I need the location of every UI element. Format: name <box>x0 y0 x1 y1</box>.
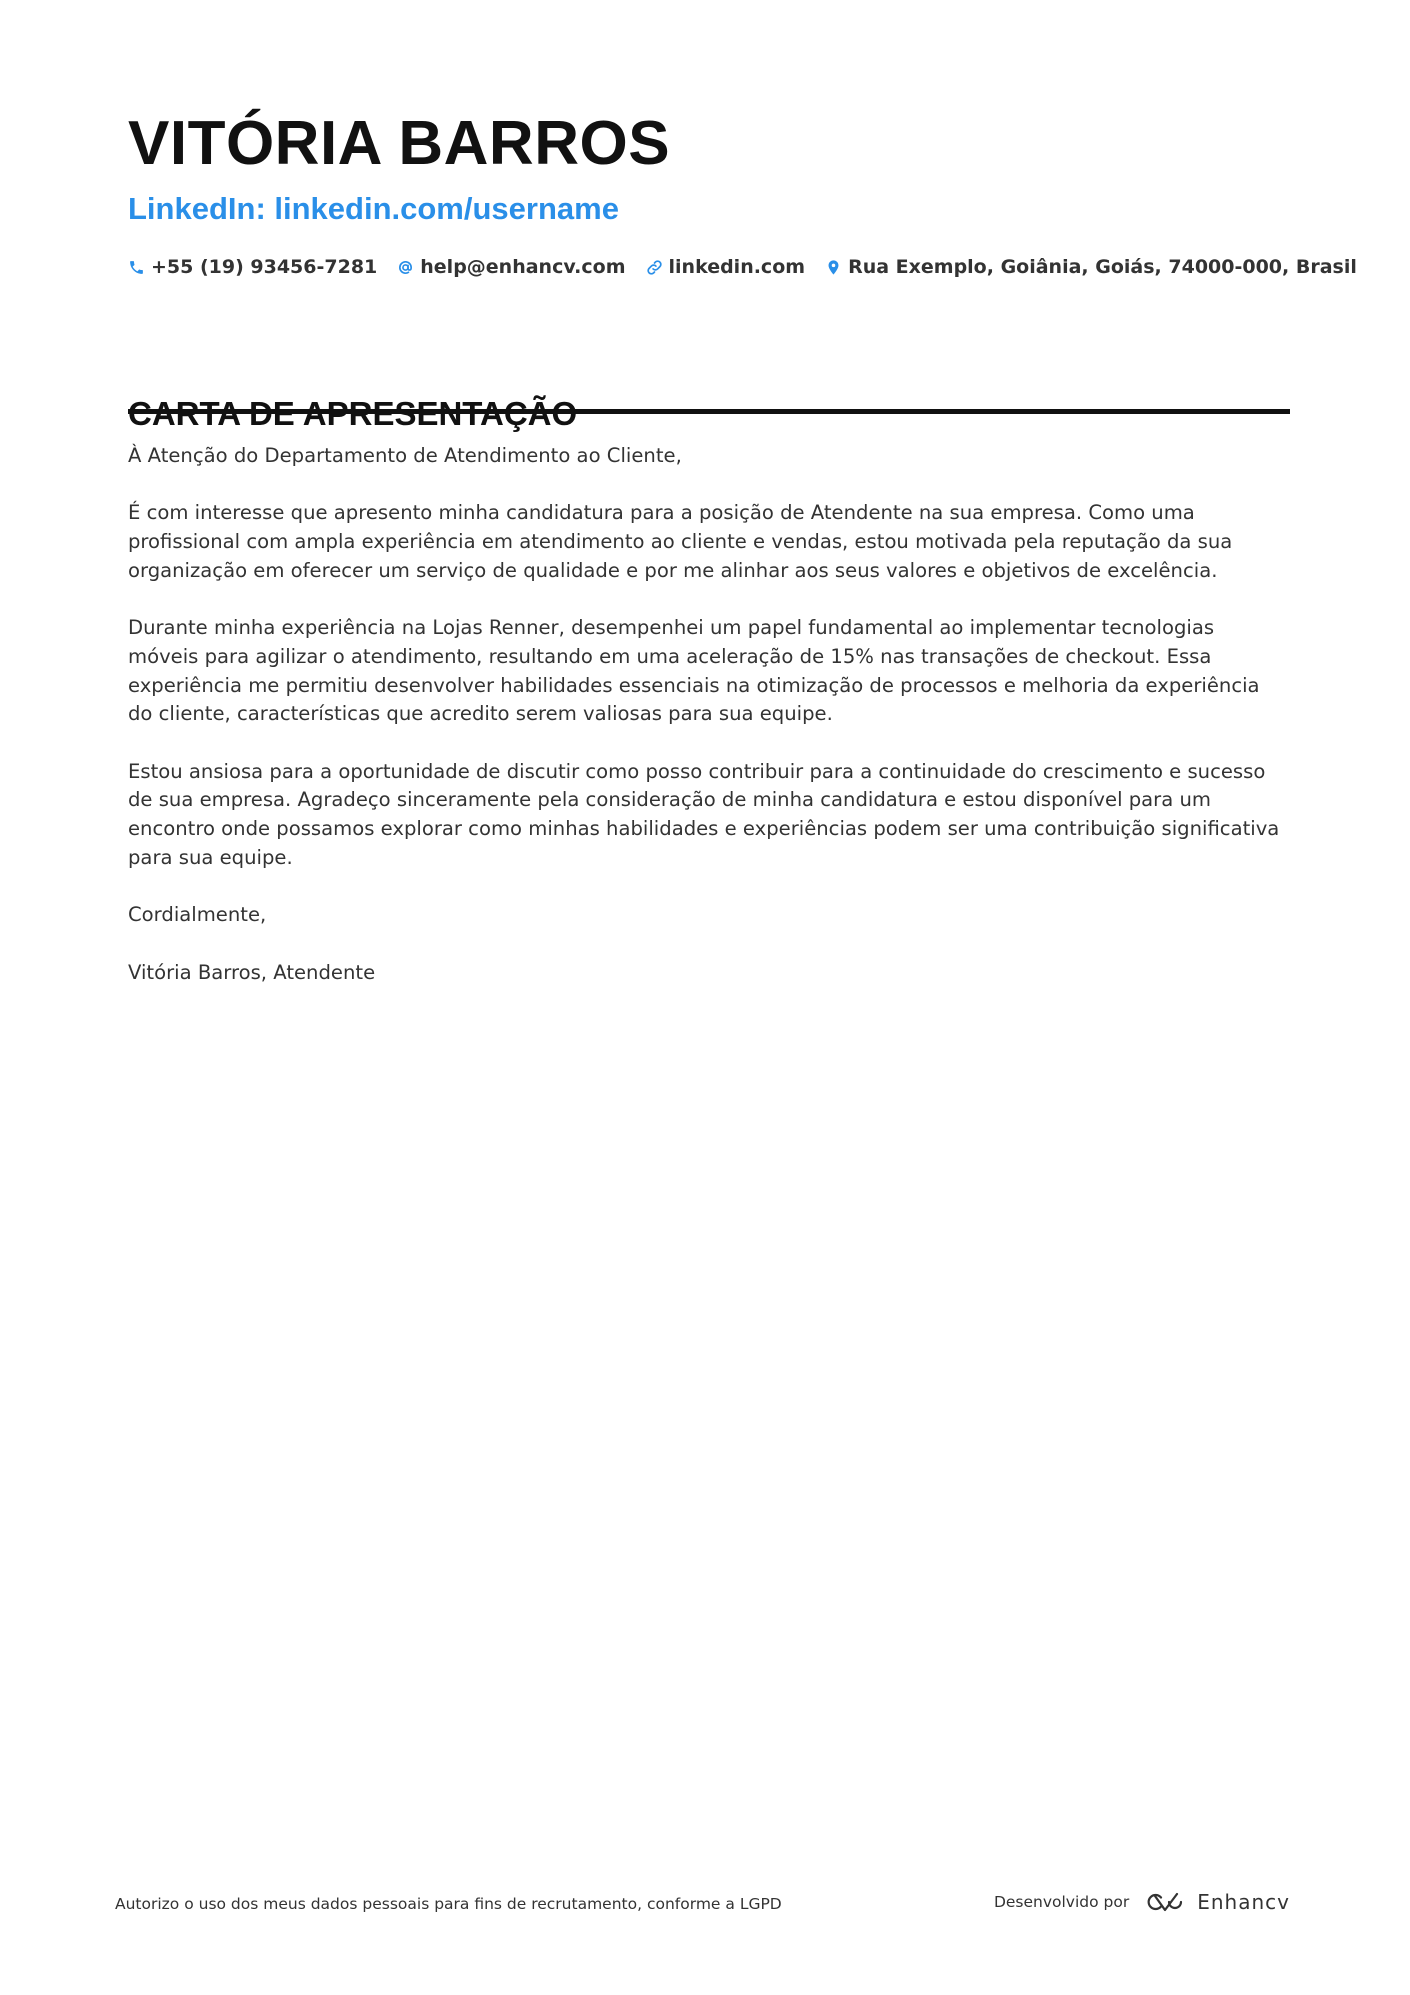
contact-phone <box>128 256 377 278</box>
footer-consent: Autorizo o uso dos meus dados pessoais para fins de recrutamento, conforme a LGPD <box>115 1895 782 1913</box>
link-icon <box>646 259 663 276</box>
address-text: Rua Exemplo, Goiânia, Goiás, 74000-000, Brasil <box>848 256 1357 278</box>
letter-paragraph: É com interesse que apresento minha candidatura para a posição de Atendente na sua empresa. Como uma profissional com ampla experiência em atendimento ao cliente e vendas, estou motivada pela reputação da sua organização em oferecer um serviço de qualidade e por me alinhar aos seus valores e objetivos de excelência. <box>128 501 1233 582</box>
brand-name: Enhancv <box>1197 1890 1290 1914</box>
contact-email <box>397 256 625 278</box>
location-pin-icon <box>825 259 842 276</box>
phone-icon <box>128 259 145 276</box>
letter-paragraph: Durante minha experiência na Lojas Renner, desempenhei um papel fundamental ao implementar tecnologias móveis para agilizar o atendimento, resultando em uma aceleração de 15% nas transações de checkout. Essa experiência me permitiu desenvolver habilidades essenciais na otimização de processos e melhoria da experiência do cliente, características que acredito serem valiosas para sua equipe. <box>128 616 1260 726</box>
section-divider <box>128 409 1290 414</box>
footer-branding <box>994 1890 1290 1914</box>
phone-text: +55 (19) 93456-7281 <box>151 256 378 278</box>
powered-by-label: Desenvolvido por <box>993 1893 1130 1911</box>
contact-address <box>825 256 1357 278</box>
candidate-name: VITÓRIA BARROS <box>128 109 671 178</box>
email-text[interactable]: help@enhancv.com <box>420 256 626 278</box>
letter-closing: Cordialmente, <box>128 903 267 927</box>
linkedin-headline: LinkedIn: linkedin.com/username <box>128 191 619 226</box>
brand-link[interactable] <box>1141 1890 1290 1914</box>
section-title <box>128 395 577 433</box>
letter-signature: Vitória Barros, Atendente <box>128 960 376 984</box>
letter-greeting: À Atenção do Departamento de Atendimento ao Cliente, <box>128 444 682 467</box>
enhancv-logo-icon <box>1141 1890 1187 1914</box>
website-text[interactable]: linkedin.com <box>668 256 806 278</box>
letter-paragraph: Estou ansiosa para a oportunidade de discutir como posso contribuir para a continuidade do crescimento e sucesso de sua empresa. Agradeço sinceramente pela consideração de minha candidatura e estou disponível para um encontro onde possamos explorar como minhas habilidades e experiências podem ser uma contribuição significativa para sua equipe. <box>128 759 1280 869</box>
at-icon <box>397 259 414 276</box>
contact-bar <box>128 256 1357 278</box>
contact-website <box>646 256 806 278</box>
letter-body <box>128 442 1290 1016</box>
